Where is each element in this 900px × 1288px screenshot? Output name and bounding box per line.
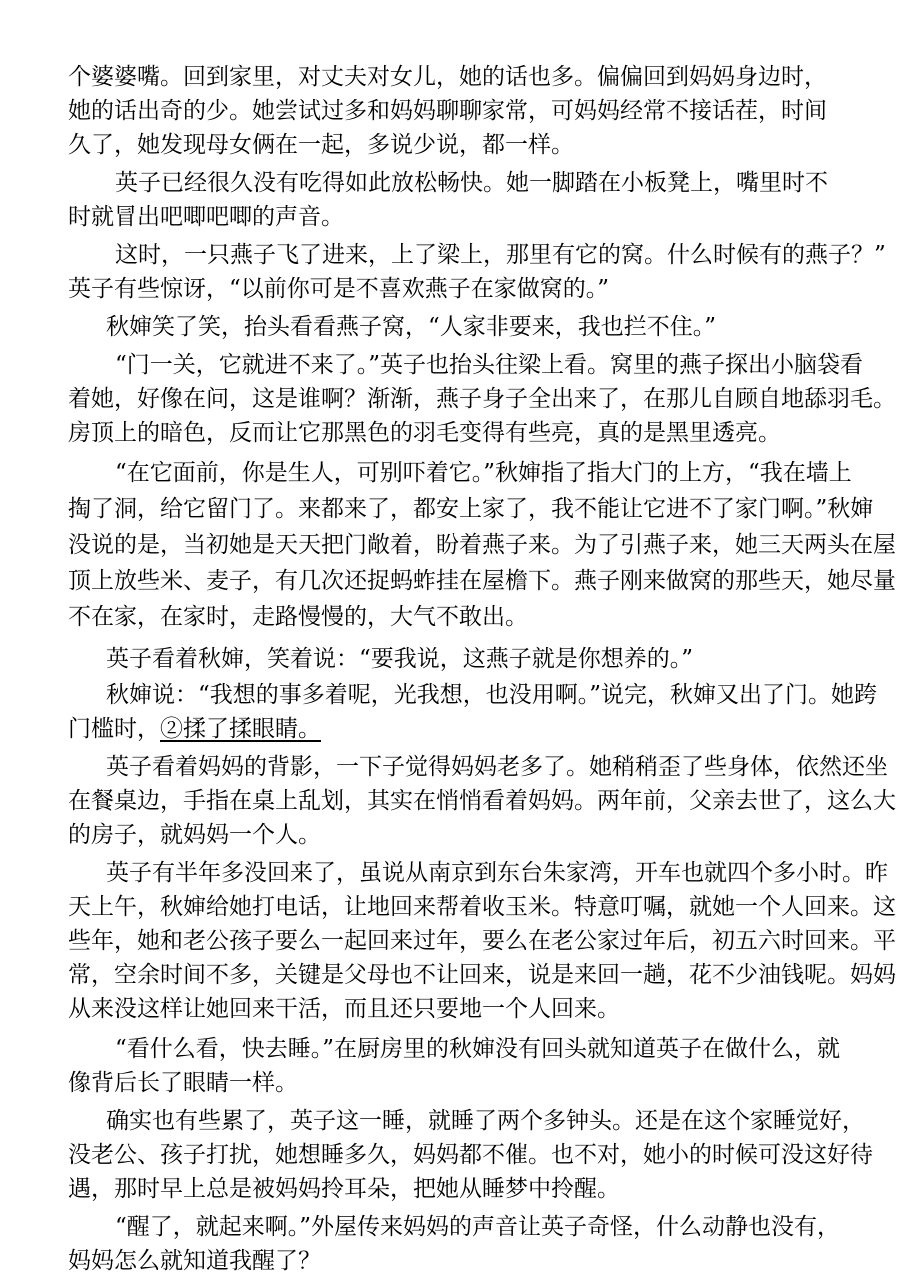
text-line: 从来没这样让她回来干活，而且还只要地一个人回来。: [68, 996, 620, 1022]
text-line: 像背后长了眼睛一样。: [68, 1070, 298, 1096]
text-line: 在餐桌边，手指在桌上乱划，其实在悄悄看着妈妈。两年前，父亲去世了，这么大: [68, 788, 896, 814]
underlined-phrase: ②揉了揉眼睛。: [160, 716, 321, 742]
text-line: “醒了，就起来啊。”外屋传来妈妈的声音让英子奇怪，什么动静也没有，: [115, 1214, 841, 1240]
text-line: 没老公、孩子打扰，她想睡多久，妈妈都不催。也不对，她小的时候可没这好待: [68, 1142, 873, 1168]
text-line: 秋婶说：“我想的事多着呢，光我想，也没用啊。”说完，秋婶又出了门。她跨: [106, 682, 878, 708]
text-line: 掏了洞，给它留门了。来都来了，都安上家了，我不能让它进不了家门啊。”秋婶: [68, 496, 874, 522]
text-fragment: 门槛时，: [68, 716, 160, 742]
text-line: 久了，她发现母女俩在一起，多说少说，都一样。: [68, 132, 574, 158]
text-line: 英子有些惊讶，“以前你可是不喜欢燕子在家做窝的。”: [68, 276, 610, 302]
text-line: 确实也有些累了，英子这一睡，就睡了两个多钟头。还是在这个家睡觉好，: [106, 1108, 865, 1134]
text-line: 秋婶笑了笑，抬头看看燕子窝，“人家非要来，我也拦不住。”: [106, 314, 717, 340]
text-line: “门一关，它就进不来了。”英子也抬头往梁上看。窝里的燕子探出小脑袋看: [115, 352, 864, 378]
text-line: 房顶上的暗色，反而让它那黑色的羽毛变得有些亮，真的是黑里透亮。: [68, 420, 781, 446]
text-line: 英子已经很久没有吃得如此放松畅快。她一脚踏在小板凳上，嘴里时不: [115, 170, 828, 196]
text-line: 顶上放些米、麦子，有几次还捉蚂蚱挂在屋檐下。燕子刚来做窝的那些天，她尽量: [68, 568, 896, 594]
text-line: 着她，好像在问，这是谁啊？渐渐，燕子身子全出来了，在那儿自顾自地舔羽毛。: [68, 386, 896, 412]
text-line: 英子看着妈妈的背影，一下子觉得妈妈老多了。她稍稍歪了些身体，依然还坐: [106, 754, 888, 780]
text-line: 英子有半年多没回来了，虽说从南京到东台朱家湾，开车也就四个多小时。昨: [106, 860, 888, 886]
text-line: “在它面前，你是生人，可别吓着它。”秋婶指了指大门的上方，“我在墙上: [115, 460, 852, 486]
text-line: “看什么看，快去睡。”在厨房里的秋婶没有回头就知道英子在做什么，就: [115, 1036, 841, 1062]
text-line: 遇，那时早上总是被妈妈拎耳朵，把她从睡梦中拎醒。: [68, 1176, 620, 1202]
text-line: 时就冒出吧唧吧唧的声音。: [68, 204, 344, 230]
text-line: 妈妈怎么就知道我醒了？: [68, 1248, 321, 1274]
text-line: 不在家，在家时，走路慢慢的，大气不敢出。: [68, 604, 528, 630]
text-line: [68, 714, 321, 744]
text-line: 些年，她和老公孩子要么一起回来过年，要么在老公家过年后，初五六时回来。平: [68, 928, 896, 954]
text-line: 天上午，秋婶给她打电话，让地回来帮着收玉米。特意叮嘱，就她一个人回来。这: [68, 894, 896, 920]
text-line: 她的话出奇的少。她尝试过多和妈妈聊聊家常，可妈妈经常不接话茬，时间: [68, 98, 827, 124]
text-line: 的房子，就妈妈一个人。: [68, 822, 321, 848]
text-line: 没说的是，当初她是天天把门敞着，盼着燕子来。为了引燕子来，她三天两头在屋: [68, 532, 896, 558]
text-line: 常，空余时间不多，关键是父母也不让回来，说是来回一趟，花不少油钱呢。妈妈: [68, 962, 896, 988]
text-line: 这时，一只燕子飞了进来，上了梁上，那里有它的窝。什么时候有的燕子？”: [115, 242, 886, 268]
text-line: 个婆婆嘴。回到家里，对丈夫对女儿，她的话也多。偏偏回到妈妈身边时，: [68, 64, 827, 90]
text-line: 英子看着秋婶，笑着说：“要我说，这燕子就是你想养的。”: [106, 646, 694, 672]
